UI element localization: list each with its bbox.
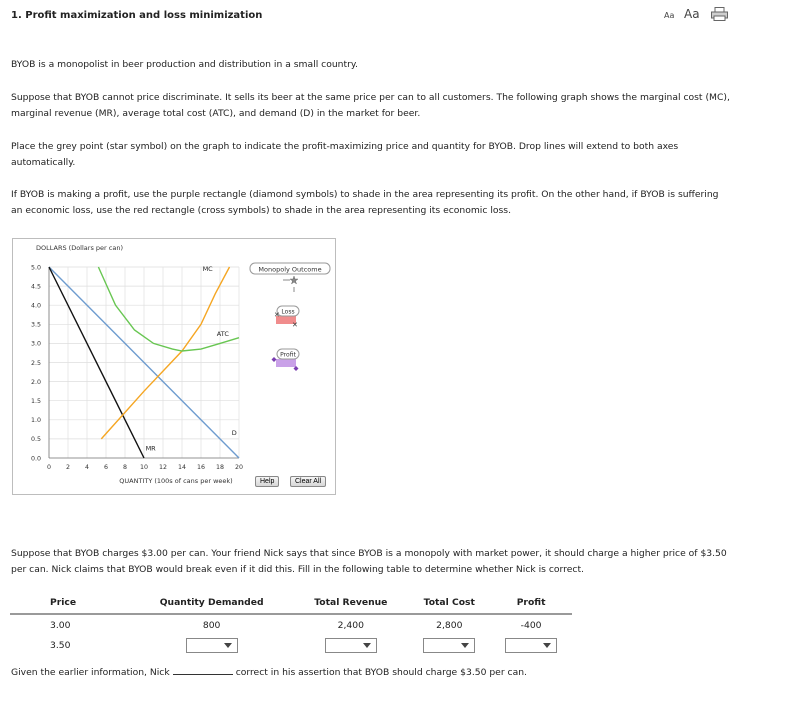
table-row <box>10 635 572 656</box>
y-tick-label: 2.0 <box>30 378 41 386</box>
x-tick-label: 4 <box>84 464 90 471</box>
printer-icon[interactable] <box>711 7 728 21</box>
x-tick-label: 8 <box>122 464 128 471</box>
x-tick-label: 18 <box>215 464 225 471</box>
profit-dropdown[interactable] <box>505 638 557 653</box>
y-tick-label: 3.0 <box>30 340 41 348</box>
price-cell: 3.00 <box>50 619 71 631</box>
y-axis-label: DOLLARS (Dollars per can) <box>36 244 123 252</box>
clear-all-button[interactable]: Clear All <box>290 476 326 487</box>
final-text-after: correct in his assertion that BYOB should charge $3.50 per can. <box>235 667 527 678</box>
star-point-icon[interactable] <box>283 276 298 292</box>
y-tick-label: 0.5 <box>30 436 41 444</box>
instruction-rectangle: If BYOB is making a profit, use the purple rectangle (diamond symbols) to shade in the area representing its profit. On the other hand, if BYOB is suffering an economic loss, use the red rectangle (cross symbols) to shade in the area representing its economic loss. <box>11 189 719 216</box>
quantity-dropdown[interactable] <box>186 638 238 653</box>
cost-cell: 2,800 <box>436 619 463 631</box>
col-header-price: Price <box>10 594 130 614</box>
x-tick-label: 10 <box>139 464 149 471</box>
col-header-quantity: Quantity Demanded <box>130 594 293 614</box>
loss-label: Loss <box>281 308 295 316</box>
monopoly-graph[interactable] <box>12 238 336 495</box>
x-axis-label: QUANTITY (100s of cans per week) <box>119 477 233 485</box>
x-tick-label: 2 <box>65 464 71 471</box>
y-tick-label: 4.5 <box>30 283 41 291</box>
answer-dropdown[interactable] <box>173 664 233 675</box>
series-label-mc: MC <box>202 264 213 273</box>
font-decrease-button[interactable]: Aa <box>664 11 675 20</box>
x-tick-label: 6 <box>103 464 109 471</box>
profit-rectangle-tool[interactable] <box>272 349 300 371</box>
x-tick-label: 14 <box>177 464 187 471</box>
font-increase-button[interactable]: Aa <box>684 7 700 21</box>
graph-description: Suppose that BYOB cannot price discriminate. It sells its beer at the same price per can to all customers. The following graph shows the marginal cost (MC), marginal revenue (MR), average total cost (ATC), and demand (D) in the market for beer. <box>11 92 730 119</box>
y-tick-label: 1.0 <box>30 417 41 425</box>
profit-cell: -400 <box>520 619 542 631</box>
col-header-revenue: Total Revenue <box>293 594 408 614</box>
price-cell: 3.50 <box>50 640 71 651</box>
final-text-before: Given the earlier information, Nick <box>11 667 170 678</box>
y-tick-label: 4.0 <box>30 302 41 310</box>
x-tick-label: 16 <box>196 464 206 471</box>
x-tick-label: 0 <box>46 464 52 471</box>
col-header-cost: Total Cost <box>408 594 490 614</box>
x-tick-label: 20 <box>234 464 244 471</box>
cost-dropdown[interactable] <box>423 638 475 653</box>
profit-label: Profit <box>280 351 296 359</box>
question-title: 1. Profit maximization and loss minimization <box>11 10 263 21</box>
series-label-mr: MR <box>145 444 156 453</box>
y-tick-label: 0.0 <box>30 455 41 463</box>
revenue-table <box>10 594 572 656</box>
y-tick-label: 3.5 <box>30 321 41 329</box>
diamond-icon <box>272 357 277 362</box>
y-tick-label: 5.0 <box>30 264 41 272</box>
x-tick-label: 12 <box>158 464 168 471</box>
help-button[interactable]: Help <box>255 476 279 487</box>
y-tick-label: 1.5 <box>30 398 41 405</box>
y-tick-label: 2.5 <box>30 359 41 367</box>
final-statement <box>11 664 527 678</box>
loss-rectangle-tool[interactable] <box>274 306 299 329</box>
curve-mc <box>101 264 229 439</box>
quantity-cell: 800 <box>202 619 221 631</box>
table-row <box>10 614 572 635</box>
monopoly-outcome-label: Monopoly Outcome <box>258 265 322 274</box>
revenue-cell: 2,400 <box>337 619 364 631</box>
instruction-point: Place the grey point (star symbol) on the graph to indicate the profit-maximizing price and quantity for BYOB. Drop lines will extend to both axes automatically. <box>11 141 679 168</box>
scenario-paragraph: Suppose that BYOB charges $3.00 per can. Your friend Nick says that since BYOB is a monopoly with market power, it should charge a higher price of $3.50 per can. Nick claims that BYOB would break even if it did this. Fill in the following table to determine whether Nick is correct. <box>11 548 727 575</box>
revenue-dropdown[interactable] <box>325 638 377 653</box>
cross-icon: ✕ <box>274 311 280 319</box>
series-label-d: D <box>231 429 237 438</box>
col-header-profit: Profit <box>490 594 572 614</box>
cross-icon: ✕ <box>292 321 298 329</box>
intro-paragraph: BYOB is a monopolist in beer production and distribution in a small country. <box>11 59 358 70</box>
series-label-atc: ATC <box>216 329 229 338</box>
